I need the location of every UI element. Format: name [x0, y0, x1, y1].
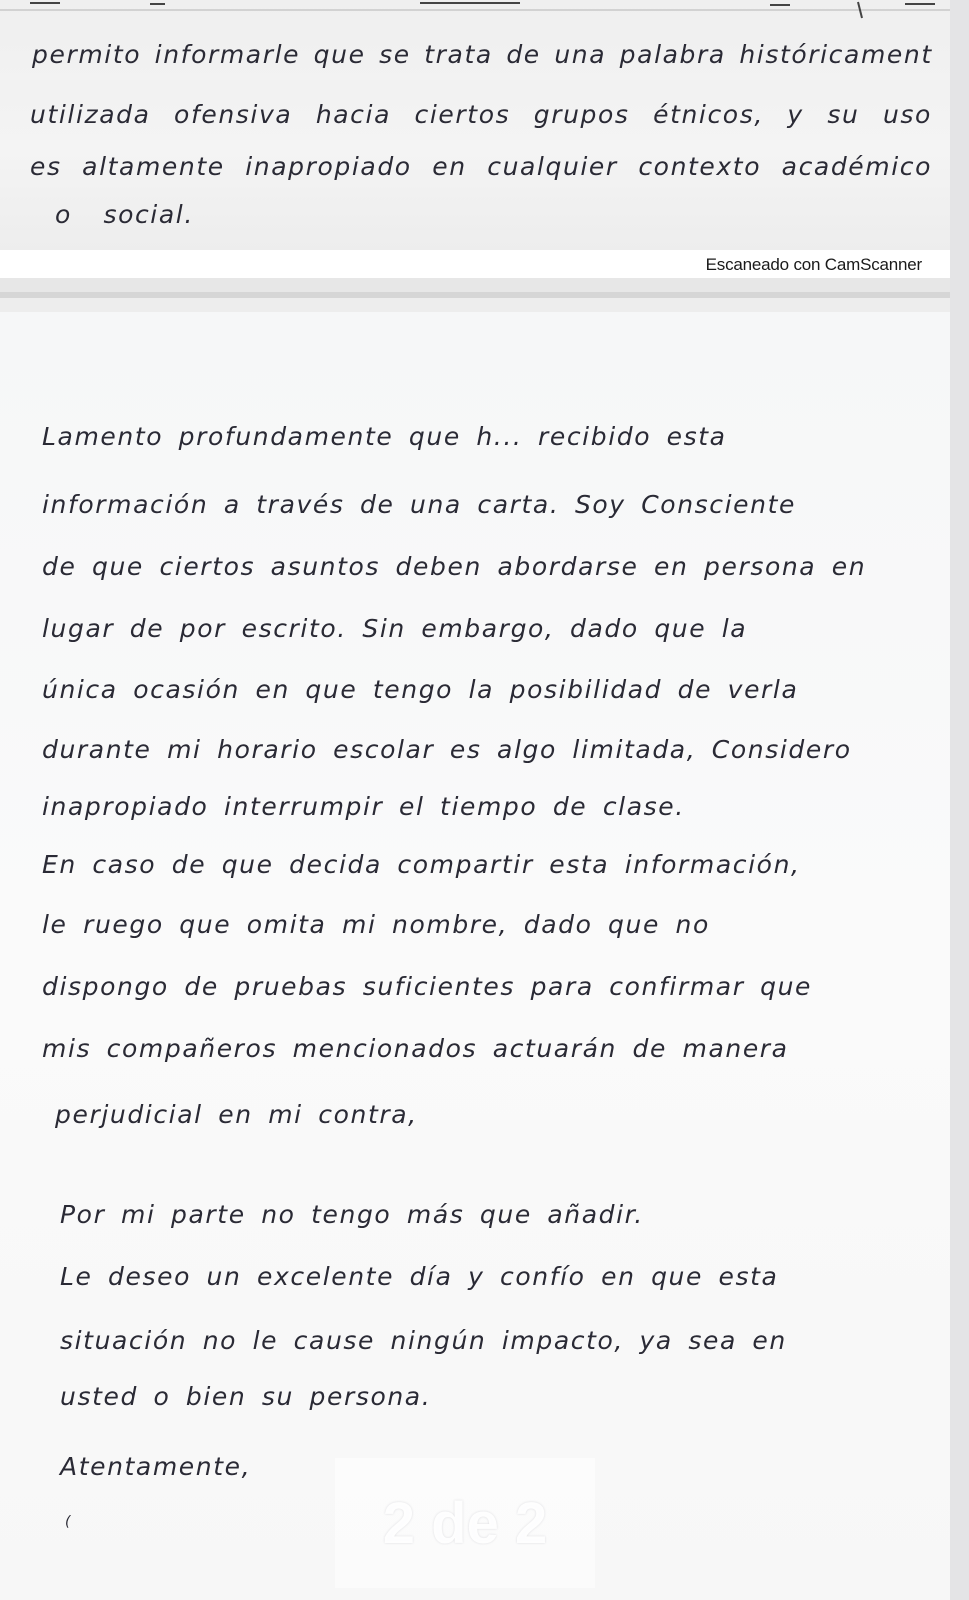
- page2-line-13: Por mi parte no tengo más que añadir.: [60, 1200, 644, 1229]
- page1-line-4: o social.: [55, 200, 194, 229]
- page-separator: [0, 278, 950, 292]
- page-count-watermark: [335, 1458, 595, 1588]
- page1-line-1: permito informarle que se trata de una palabra históricament: [32, 40, 933, 69]
- page1-line-3: es altamente inapropiado en cualquier contexto académico: [30, 152, 933, 181]
- page2-line-8: En caso de que decida compartir esta información,: [42, 850, 801, 879]
- scanner-footer-bar: [0, 250, 950, 278]
- page2-line-2: información a través de una carta. Soy Consciente: [42, 490, 796, 519]
- page2-line-1: Lamento profundamente que h... recibido esta: [42, 422, 727, 451]
- scan-margin: [950, 0, 969, 1600]
- page2-line-10: dispongo de pruebas suficientes para confirmar que: [42, 972, 813, 1001]
- page2-line-9: le ruego que omita mi nombre, dado que no: [42, 910, 710, 939]
- page2-line-12: perjudicial en mi contra,: [55, 1100, 418, 1129]
- page-separator: [0, 298, 950, 312]
- page2-line-18: (: [65, 1514, 73, 1530]
- page-count-label: 2 de 2: [382, 1490, 548, 1556]
- scanned-page-2: [0, 312, 950, 1600]
- page2-line-3: de que ciertos asuntos deben abordarse en persona en: [42, 552, 867, 581]
- page2-line-11: mis compañeros mencionados actuarán de manera: [42, 1034, 789, 1063]
- top-stray-marks: [0, 0, 950, 20]
- scanned-page-1-fragment: [0, 0, 950, 250]
- page2-line-7: inapropiado interrumpir el tiempo de clase.: [42, 792, 685, 821]
- page2-line-6: durante mi horario escolar es algo limitada, Considero: [42, 735, 852, 764]
- camscanner-credit: Escaneado con CamScanner: [705, 255, 922, 274]
- page2-line-4: lugar de por escrito. Sin embargo, dado que la: [42, 614, 748, 643]
- page2-line-16: usted o bien su persona.: [60, 1382, 432, 1411]
- page1-line-2: utilizada ofensiva hacia ciertos grupos étnicos, y su uso: [30, 100, 932, 129]
- page2-line-14: Le deseo un excelente día y confío en que esta: [60, 1262, 779, 1291]
- page2-line-15: situación no le cause ningún impacto, ya sea en: [60, 1326, 787, 1355]
- page2-line-5: única ocasión en que tengo la posibilidad de verla: [42, 675, 799, 704]
- page2-line-17: Atentamente,: [60, 1452, 252, 1481]
